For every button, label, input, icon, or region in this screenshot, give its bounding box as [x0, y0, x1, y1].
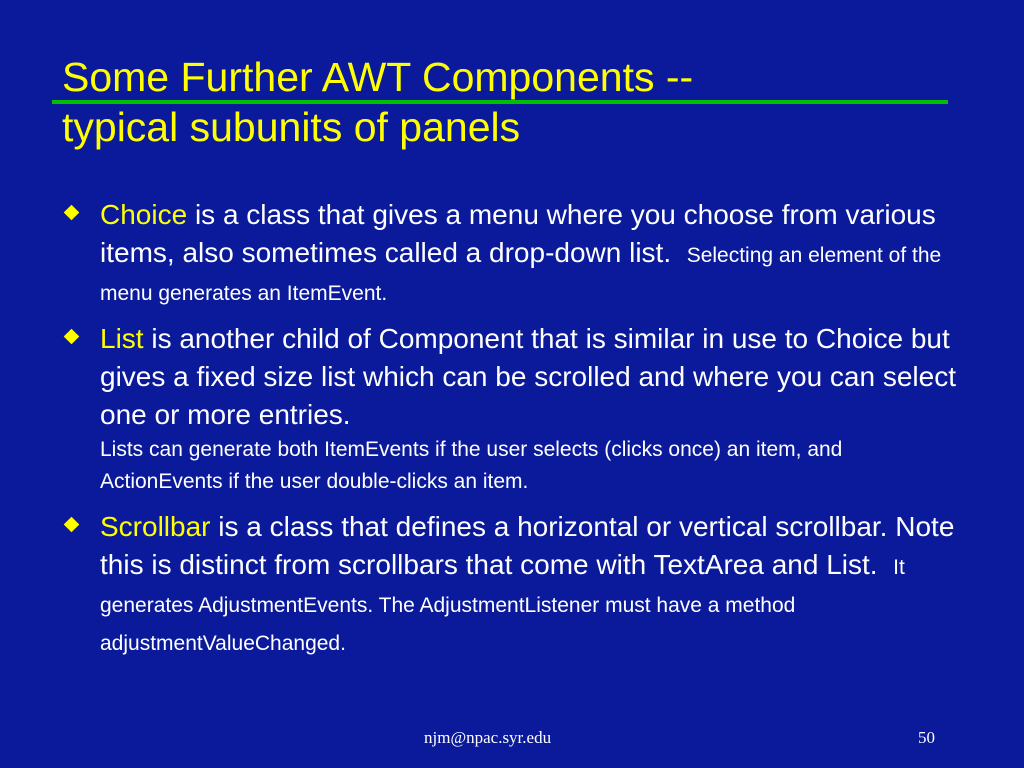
- keyword-list: List: [100, 323, 144, 354]
- diamond-bullet-icon: [64, 329, 80, 345]
- title-underline: [52, 100, 948, 104]
- bullet-subtext: Lists can generate both ItemEvents if the user selects (clicks once) an item, and ActionEvents if the user double-clicks an item.: [100, 438, 843, 493]
- bullet-subtext: Selecting an element of the menu generates an ItemEvent.: [100, 244, 942, 305]
- page-number: 50: [918, 728, 935, 747]
- bullet-text: is a class that defines a horizontal or vertical scrollbar. Note this is distinct from scrollbars that come with TextArea and List.: [100, 511, 955, 580]
- title-line-1: Some Further AWT Components --: [62, 54, 694, 100]
- bullet-list: [62, 196, 962, 670]
- bullet-list-component: [62, 320, 962, 498]
- footer-email: njm@npac.syr.edu: [424, 728, 552, 747]
- title-line-2: typical subunits of panels: [62, 104, 521, 150]
- bullet-scrollbar: [62, 508, 962, 660]
- diamond-bullet-icon: [64, 517, 80, 533]
- keyword-scrollbar: Scrollbar: [100, 511, 211, 542]
- slide-footer: [0, 728, 1024, 752]
- bullet-subtext: It generates AdjustmentEvents. The AdjustmentListener must have a method adjustmentValueChanged.: [100, 556, 905, 655]
- bullet-text: is another child of Component that is similar in use to Choice but gives a fixed size list which can be scrolled and where you can select one or more entries.: [100, 323, 956, 430]
- keyword-choice: Choice: [100, 199, 188, 230]
- bullet-choice: [62, 196, 962, 310]
- diamond-bullet-icon: [64, 205, 80, 221]
- bullet-text: is a class that gives a menu where you choose from various items, also sometimes called a drop-down list.: [100, 199, 936, 268]
